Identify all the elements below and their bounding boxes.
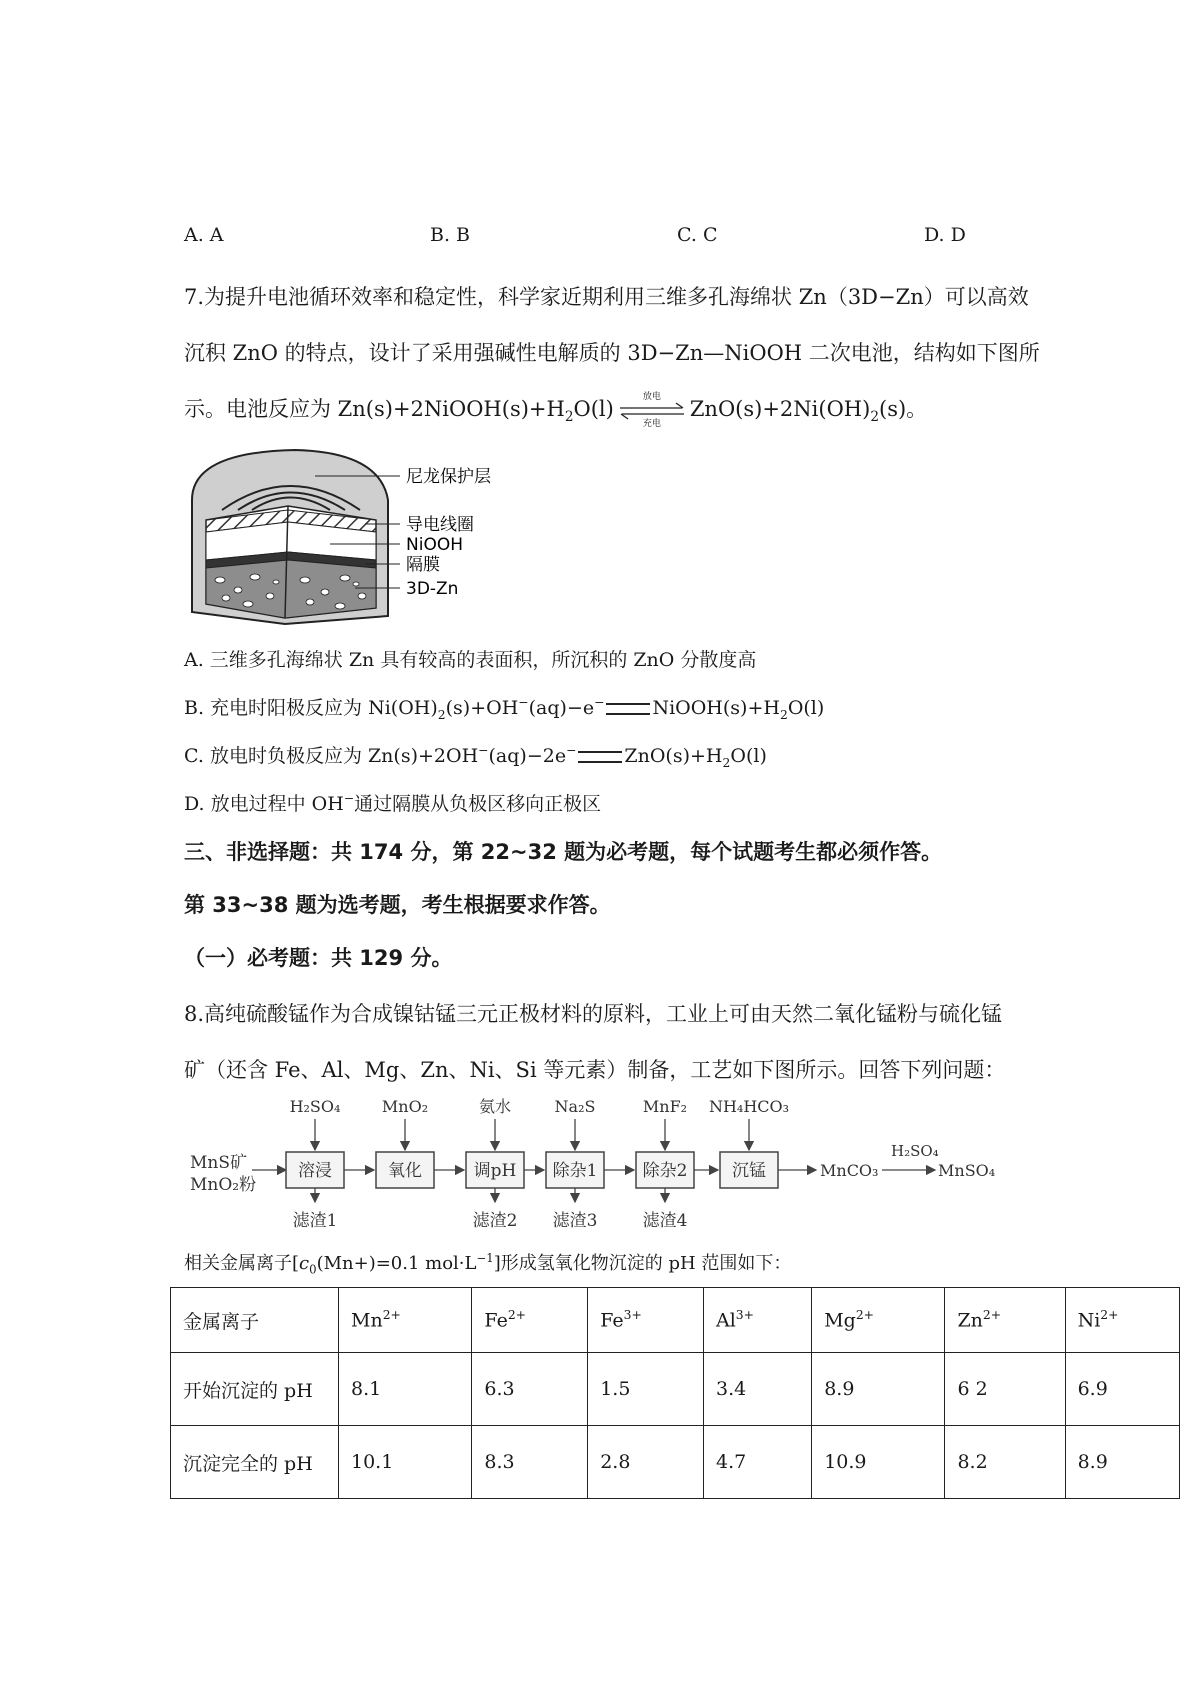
table-row [171, 1353, 1180, 1426]
prev-option-d: D. D [924, 224, 966, 246]
label-coil: 导电线圈 [406, 515, 474, 535]
flow-reagent-label: H₂SO₄ [289, 1097, 341, 1116]
table-header-row [171, 1288, 1180, 1353]
table-cell: 8.2 [945, 1426, 1065, 1499]
reversible-arrow: 放电 充电 [618, 399, 686, 423]
label-3d-zn: 3D-Zn [406, 579, 459, 599]
flow-residue-label: 滤渣4 [642, 1211, 688, 1231]
section-heading-line-2: 第 33~38 题为选考题，考生根据要求作答。 [184, 893, 611, 917]
table-cell: 3.4 [703, 1353, 811, 1426]
table-header-label: 金属离子 [171, 1288, 339, 1353]
table-cell: 8.1 [339, 1353, 472, 1426]
q7-line-1: 7.为提升电池循环效率和稳定性，科学家近期利用三维多孔海绵状 Zn（3D−Zn）可以高效 [184, 285, 1029, 309]
table-cell: 10.9 [812, 1426, 945, 1499]
table-ion-header: $Ni^{2+}$ [1065, 1288, 1179, 1353]
table-ion-header: $Zn^{2+}$ [945, 1288, 1065, 1353]
flow-residue-label: 滤渣1 [292, 1211, 338, 1231]
product-mnso4: MnSO₄ [938, 1161, 996, 1180]
table-cell: 6 2 [945, 1353, 1065, 1426]
input-mno2-powder: MnO₂粉 [190, 1175, 257, 1195]
table-ion-header: $Al^{3+}$ [703, 1288, 811, 1353]
q7-line-2: 沉积 ZnO 的特点，设计了采用强碱性电解质的 3D−Zn—NiOOH 二次电池，结构如下图所 [184, 341, 1040, 365]
prev-option-b: B. B [430, 224, 471, 246]
precipitation-ph-table [170, 1287, 1180, 1499]
table-cell: 8.9 [1065, 1426, 1179, 1499]
prev-option-c: C. C [677, 224, 718, 246]
section-heading-line-3: （一）必考题：共 129 分。 [184, 946, 453, 970]
equals-sign-icon [578, 751, 622, 763]
table-cell: 1.5 [588, 1353, 704, 1426]
flow-reagent-label: MnO₂ [381, 1097, 429, 1116]
flow-step-label: 除杂2 [642, 1161, 688, 1181]
q8-line-2: 矿（还含 Fe、Al、Mg、Zn、Ni、Si 等元素）制备，工艺如下图所示。回答下列问题： [184, 1058, 1006, 1082]
table-row-label: 开始沉淀的 pH [171, 1353, 339, 1426]
flow-step-label: 调pH [473, 1161, 517, 1181]
table-cell: 10.1 [339, 1426, 472, 1499]
table-cell: 8.3 [472, 1426, 588, 1499]
table-cell: 6.9 [1065, 1353, 1179, 1426]
table-row-label: 沉淀完全的 pH [171, 1426, 339, 1499]
flow-residue-label: 滤渣3 [552, 1211, 598, 1231]
table-cell: 8.9 [812, 1353, 945, 1426]
label-nylon-layer: 尼龙保护层 [406, 467, 491, 487]
flow-step-label: 沉锰 [732, 1161, 766, 1181]
flow-residue-label: 滤渣2 [472, 1211, 518, 1231]
input-mns-ore: MnS矿 [190, 1153, 248, 1173]
table-cell: 4.7 [703, 1426, 811, 1499]
product-reagent-h2so4: H₂SO₄ [891, 1142, 939, 1160]
table-ion-header: $Mn^{2+}$ [339, 1288, 472, 1353]
prev-option-a: A. A [184, 224, 224, 246]
table-ion-header: $Fe^{3+}$ [588, 1288, 704, 1353]
q7-option-b: B. 充电时阳极反应为 $Ni(OH)_2(s)+OH^-(aq)-e^-$ $NiOOH(s)+H_2O(l)$ [184, 695, 825, 722]
flow-reagent-label: Na₂S [554, 1097, 596, 1116]
label-niooh: NiOOH [406, 535, 463, 555]
section-heading-line-1: 三、非选择题：共 174 分，第 22~32 题为必考题，每个试题考生都必须作答。 [184, 840, 943, 864]
flow-step-label: 溶浸 [298, 1161, 332, 1181]
table-ion-header: $Mg^{2+}$ [812, 1288, 945, 1353]
product-mnco3: MnCO₃ [820, 1161, 879, 1180]
flow-step-label: 氧化 [388, 1161, 422, 1181]
equals-sign-icon [606, 703, 650, 715]
q7-option-c: C. 放电时负极反应为 Zn(s)+2OH−(aq)−2e− $ZnO(s)+H_2O(l)$ [184, 743, 767, 770]
flow-reagent-label: MnF₂ [642, 1097, 688, 1116]
battery-diagram [180, 440, 510, 630]
process-flow-diagram [190, 1092, 1030, 1232]
flow-reagent-label: 氨水 [478, 1097, 512, 1116]
q7-option-a: A. 三维多孔海绵状 Zn 具有较高的表面积，所沉积的 ZnO 分散度高 [184, 649, 757, 671]
q7-line-3: 示。电池反应为 $Zn(s)+2NiOOH(s)+H_2O(l)$ 放电 充电 $ZnO(s)+2Ni(OH)_2(s)$。 [184, 391, 928, 429]
flow-reagent-label: NH₄HCO₃ [708, 1097, 790, 1116]
table-cell: 6.3 [472, 1353, 588, 1426]
flow-step-label: 除杂1 [552, 1161, 598, 1181]
table-ion-header: $Fe^{2+}$ [472, 1288, 588, 1353]
q7-option-d: D. 放电过程中 OH−通过隔膜从负极区移向正极区 [184, 791, 602, 815]
label-separator: 隔膜 [406, 555, 440, 575]
table-row [171, 1426, 1180, 1499]
table-cell: 2.8 [588, 1426, 704, 1499]
table-caption: 相关金属离子[$c_0(Mn+)=0.1$ $mol\cdot L^{-1}$]形成氢氧化物沉淀的 pH 范围如下： [184, 1251, 792, 1277]
q8-line-1: 8.高纯硫酸锰作为合成镍钴锰三元正极材料的原料，工业上可由天然二氧化锰粉与硫化锰 [184, 1002, 1003, 1026]
